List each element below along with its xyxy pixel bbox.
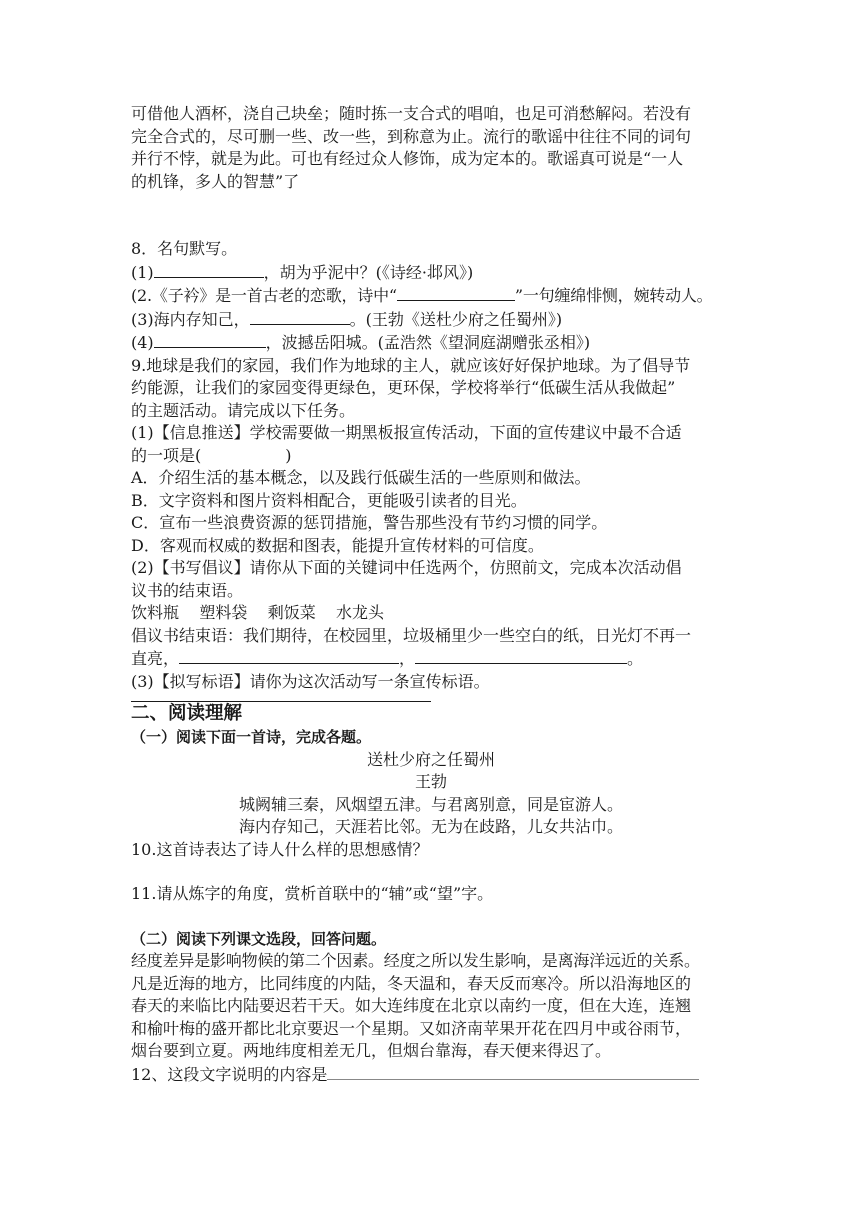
q9-part2: 议书的结束语。 (131, 580, 244, 600)
ending-line-2: 直亮， ， 。 (131, 649, 644, 668)
q12: 12、这段文字说明的内容是 (131, 1063, 731, 1087)
q8-line-1: (1) ，胡为乎泥中？(《诗经·邶风》) (131, 262, 474, 282)
intro-line: 并行不悖，就是为此。可也有经过众人修饰，成为定本的。歌谣真可说是“一人 (131, 149, 684, 168)
q8-title: 8．名句默写。 (131, 239, 238, 258)
q9-intro: 约能源，让我们的家园变得更绿色，更环保，学校将举行“低碳生活从我做起” (131, 378, 676, 397)
slogan-answer-line[interactable] (131, 693, 431, 702)
option-d: D．客观而权威的数据和图表，能提升宣传材料的可信度。 (131, 535, 544, 555)
blank-3[interactable] (250, 308, 350, 325)
poem-line: 城阙辅三秦，风烟望五津。与君离别意，同是宦游人。 (238, 794, 623, 814)
passage-line: 和榆叶梅的盛开都比北京要迟一个星期。又如济南苹果开花在四月中或谷雨节， (131, 1018, 692, 1038)
passage-line: 春天的来临比内陆要迟若干天。如大连纬度在北京以南约一度，但在大连，连翘 (131, 996, 692, 1015)
q10: 10.这首诗表达了诗人什么样的思想感情？ (131, 839, 429, 859)
poem-title: 送杜少府之任蜀州 (366, 749, 495, 769)
document-page (131, 103, 731, 1086)
keywords: 饮料瓶 塑料袋 剩饭菜 水龙头 (131, 603, 385, 622)
q8-line-4: (4) ，波撼岳阳城。(孟浩然《望洞庭湖赠张丞相》) (131, 333, 591, 352)
q8-line-3: (3)海内存知己， 。(王勃《送杜少府之任蜀州》) (131, 309, 563, 329)
blank-5[interactable] (179, 647, 399, 664)
ending-line-1: 倡议书结束语：我们期待，在校园里，垃圾桶里少一些空白的纸，日光灯不再一 (131, 625, 692, 645)
poem-author: 王勃 (414, 772, 447, 791)
option-b: B．文字资料和图片资料相配合，更能吸引读者的目光。 (131, 490, 527, 510)
poem-line: 海内存知己，天涯若比邻。无为在歧路，儿女共沾巾。 (238, 817, 623, 836)
q8-line-2: (2.《子衿》是一首古老的恋歌，诗中“ ”一句缠绵悱恻，婉转动人。 (131, 286, 713, 305)
option-a: A．介绍生活的基本概念，以及践行低碳生活的一些原则和做法。 (131, 468, 591, 487)
option-c: C．宣布一些浪费资源的惩罚措施，警告那些没有节约习惯的同学。 (131, 513, 608, 532)
passage-line: 凡是近海的地方，比同纬度的内陆，冬天温和，春天反而寒冷。所以沿海地区的 (131, 973, 692, 993)
part1-heading: （一）阅读下面一首诗，完成各题。 (131, 728, 372, 746)
q9-intro: 的主题活动。请完成以下任务。 (131, 400, 356, 420)
section-title: 二、阅读理解 (131, 703, 243, 724)
intro-line: 可借他人酒杯，浇自己块垒；随时拣一支合式的唱咱，也足可消愁解闷。若没有 (131, 104, 692, 123)
q9-part1-answer: 的一项是( ) (131, 445, 292, 465)
q9-intro: 9.地球是我们的家园，我们作为地球的主人，就应该好好保护地球。为了倡导节 (131, 355, 691, 375)
blank-1[interactable] (154, 261, 264, 278)
intro-line: 完全合式的，尽可删一些、改一些，到称意为止。流行的歌谣中往往不同的词句 (131, 126, 692, 146)
blank-7[interactable] (327, 1063, 699, 1080)
passage-line: 烟台要到立夏。两地纬度相差无几，但烟台靠海，春天便来得迟了。 (131, 1041, 612, 1060)
blank-4[interactable] (154, 331, 266, 348)
q9-part2: (2)【书写倡议】请你从下面的关键词中任选两个，仿照前文，完成本次活动倡 (131, 558, 682, 577)
q9-part3: (3)【拟写标语】请你为这次活动写一条宣传标语。 (131, 671, 490, 691)
part2-heading: （二）阅读下列课文选段，回答问题。 (131, 929, 387, 948)
q9-part1: (1)【信息推送】学校需要做一期黑板报宣传活动，下面的宣传建议中最不合适 (131, 423, 682, 442)
intro-line: 的机锋，多人的智慧”了 (131, 171, 300, 191)
blank-6[interactable] (415, 647, 627, 664)
blank-2[interactable] (397, 284, 515, 301)
passage-line: 经度差异是影响物候的第二个因素。经度之所以发生影响，是离海洋远近的关系。 (131, 951, 700, 970)
q11: 11.请从炼字的角度，赏析首联中的“辅”或“望”字。 (131, 884, 494, 903)
